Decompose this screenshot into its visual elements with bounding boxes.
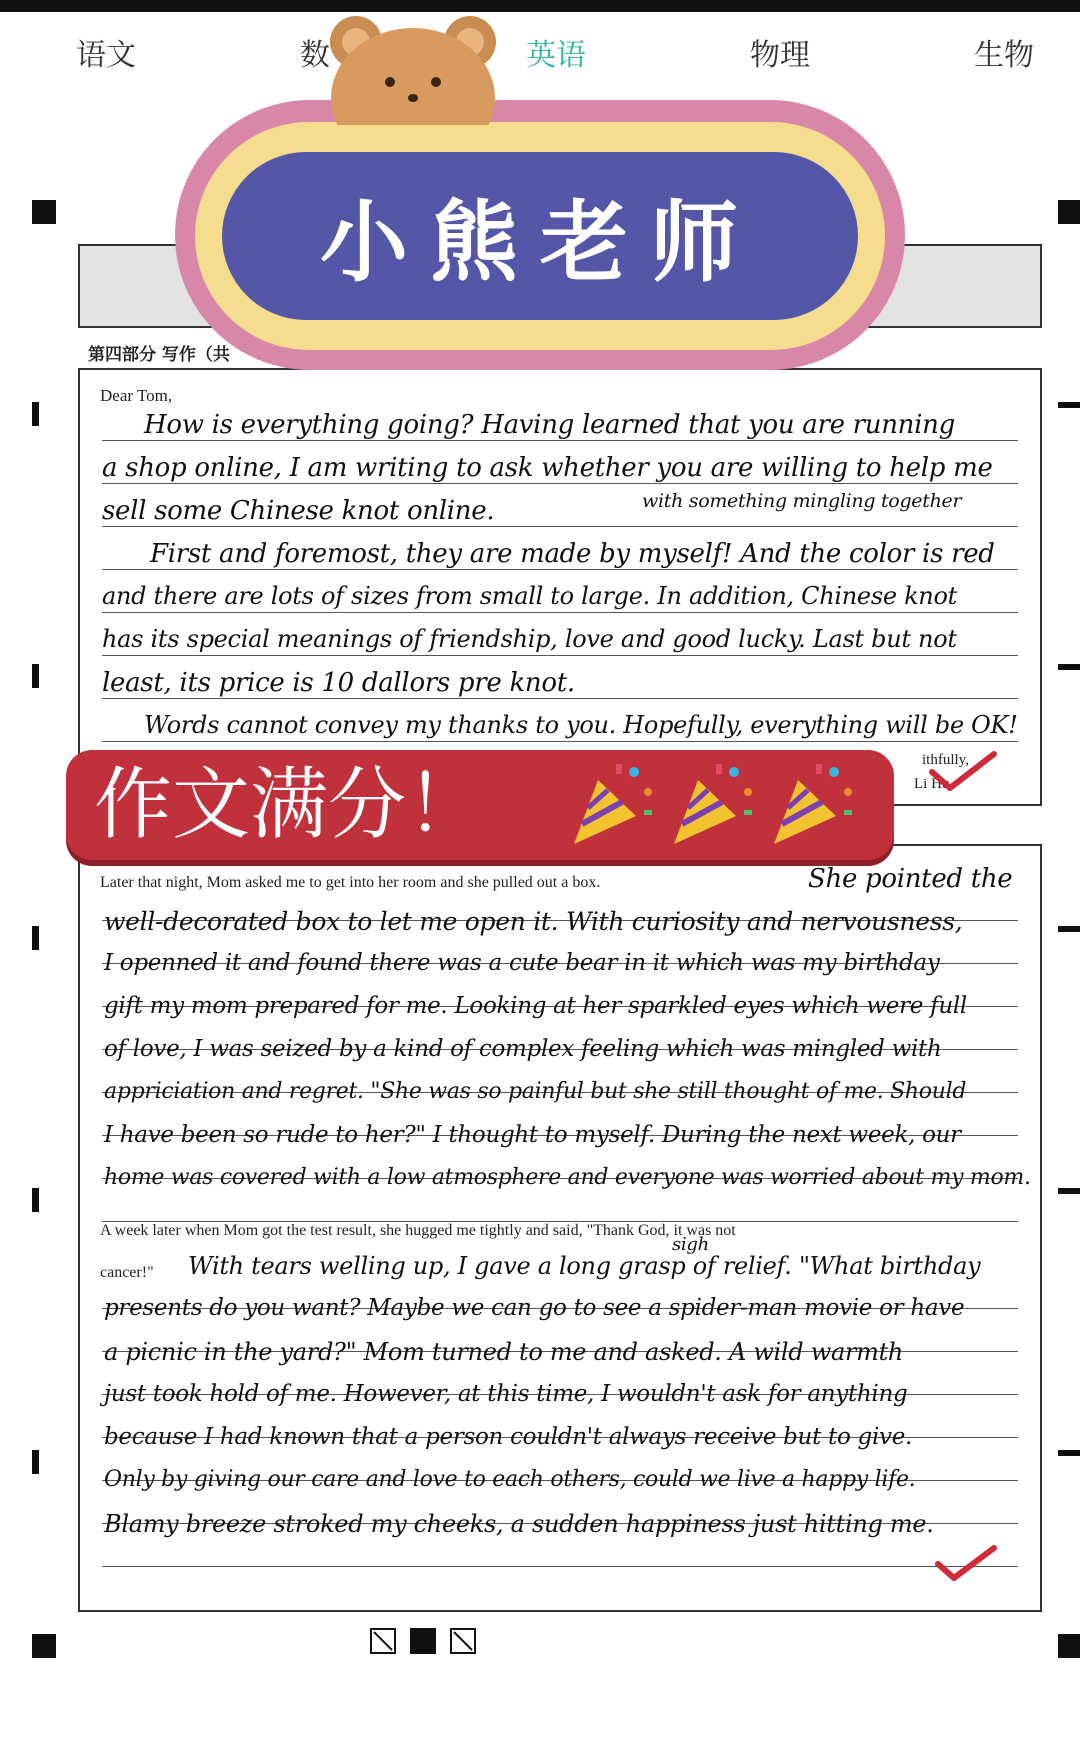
alignment-mark [1058,200,1080,224]
story-line: presents do you want? Maybe we can go to see a spider-man movie or have [104,1295,965,1321]
crossed-box-icon [370,1628,396,1654]
alignment-mark [1058,1634,1080,1658]
story-printed-intro: Later that night, Mom asked me to get into her room and she pulled out a box. [100,874,601,891]
story-line: She pointed the [808,864,1013,894]
story-line: just took hold of me. However, at this time, I wouldn't ask for anything [104,1381,908,1407]
story-line: home was covered with a low atmosphere and everyone was worried about my mom. [104,1165,1031,1190]
story-line: gift my mom prepared for me. Looking at her sparkled eyes which were full [104,993,967,1019]
letter-closing: ithfully, [922,752,969,768]
story-line: Only by giving our care and love to each others, could we live a happy life. [104,1467,916,1492]
party-popper-icon [564,758,656,850]
timing-mark [1058,402,1080,408]
letter-line: has its special meanings of friendship, love and good lucky. Last but not [102,625,957,653]
story-line: I have been so rude to her?" I thought to myself. During the next week, our [104,1122,961,1148]
alignment-mark [32,1634,56,1658]
grading-check-icon [934,1544,998,1584]
top-edge-bar [0,0,1080,12]
timing-mark [1058,1450,1080,1456]
story-line: I openned it and found there was a cute bear in it which was my birthday [104,950,940,976]
alignment-mark [32,200,56,224]
story-line: well-decorated box to let me open it. With curiosity and nervousness, [104,907,963,936]
party-popper-icon [764,758,856,850]
party-popper-icon [664,758,756,850]
tab-math[interactable]: 数 [300,38,330,73]
tab-chinese[interactable]: 语文 [76,38,136,73]
story-printed-mid: cancer!" [100,1264,154,1281]
letter-line: How is everything going? Having learned that you are running [144,410,955,440]
letter-line: and there are lots of sizes from small to large. In addition, Chinese knot [102,582,957,610]
letter-greeting: Dear Tom, [100,386,173,405]
full-score-text: 作文满分！ [94,760,485,850]
subject-tabs [0,22,1080,78]
timing-mark [32,402,39,426]
grading-check-icon [928,750,998,794]
story-line: appriciation and regret. "She was so painful but she still thought of me. Should [104,1079,967,1104]
timing-mark [1058,926,1080,932]
story-line: With tears welling up, I gave a long grasp of relief. "What birthday [188,1252,981,1280]
letter-line: sell some Chinese knot online. [102,496,495,526]
letter-line: a shop online, I am writing to ask whether you are willing to help me [102,453,993,483]
filled-box-icon [410,1628,436,1654]
story-line: of love, I was seized by a kind of complex feeling which was mingled with [104,1036,942,1062]
bear-sticker-icon [318,10,508,125]
story-line: Blamy breeze stroked my cheeks, a sudden happiness just hitting me. [104,1510,934,1538]
letter-line: Words cannot convey my thanks to you. Hopefully, everything will be OK! [144,711,1018,739]
banner-title: 小熊老师 [319,191,760,294]
timing-mark [1058,1188,1080,1194]
letter-insert-note: with something mingling together [642,490,962,512]
section-label: 第四部分 写作（共 [88,345,230,365]
tab-biology[interactable]: 生物 [974,38,1034,73]
timing-mark [32,926,39,950]
story-line: because I had known that a person couldn't always receive but to give. [104,1424,913,1450]
tab-english[interactable]: 英语 [526,38,586,73]
letter-line: least, its price is 10 dallors pre knot. [102,668,575,698]
timing-mark [32,664,39,688]
tab-physics[interactable]: 物理 [750,38,810,73]
story-line: a picnic in the yard?" Mom turned to me and asked. A wild warmth [104,1338,904,1366]
timing-mark [32,1450,39,1474]
letter-signature: Li Hu [914,776,950,792]
story-printed-mid: A week later when Mom got the test result, she hugged me tightly and said, "Thank God, it was not [100,1222,736,1239]
crossed-box-icon [450,1628,476,1654]
story-insert-note: sigh [672,1234,709,1255]
letter-line: First and foremost, they are made by myself! And the color is red [150,539,995,569]
timing-mark [1058,664,1080,670]
timing-mark [32,1188,39,1212]
